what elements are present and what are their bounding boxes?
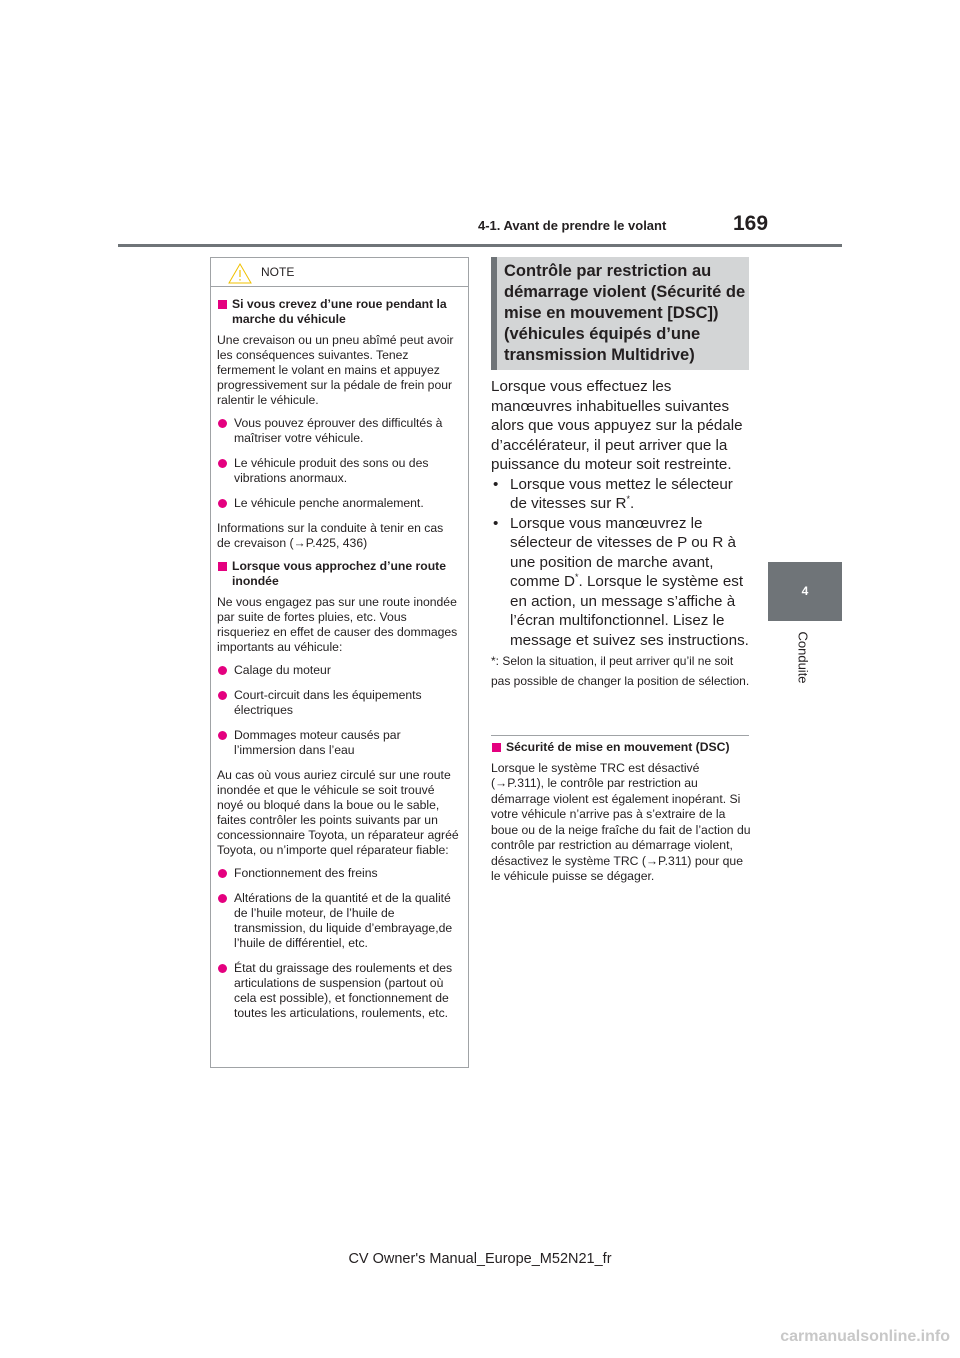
separator-rule xyxy=(491,735,749,736)
note-header xyxy=(211,258,468,287)
footnote-text: Selon la situation, il peut arriver qu’il ne soit pas possible de changer la position de sélection. xyxy=(491,654,750,688)
watermark[interactable]: carmanualsonline.info xyxy=(780,1328,950,1345)
chapter-tab[interactable] xyxy=(768,562,842,621)
note-heading-flat-tire: Si vous crevez d’une roue pendant la marche du véhicule xyxy=(217,297,460,327)
chapter-label-text: Conduite xyxy=(795,631,811,684)
note-box xyxy=(210,257,469,1068)
section-title-box xyxy=(491,257,749,370)
note-bullet: Le véhicule penche anormalement. xyxy=(217,496,460,511)
header-rule xyxy=(118,244,842,247)
subsection-heading: Sécurité de mise en mouvement (DSC) xyxy=(491,740,753,756)
footnote-mark: *: xyxy=(491,654,500,668)
list-item-text: Lorsque vous manœuvrez le sélecteur de vitesses de P ou R à une position de marche avant, comme D xyxy=(510,514,736,590)
footnote xyxy=(491,652,753,691)
section-header: 4-1. Avant de prendre le volant xyxy=(478,218,667,233)
subsection-body: Lorsque le système TRC est désactivé (→P.311), le contrôle par restriction au démarrage violent est également inopérant. Si votre véhicule n’arrive pas à s’extraire de la boue ou de la neige fraîche du fait de l’action du contrôle par restriction au démarrage violent, désactivez le système TRC (→P.311) pour que le véhicule puisse se dégager. xyxy=(491,760,751,883)
list-item-text: Lorsque vous mettez le sélecteur de vitesses sur R xyxy=(510,475,733,512)
note-bullet: Le véhicule produit des sons ou des vibrations anormaux. xyxy=(217,456,460,486)
note-bullet: État du graissage des roulements et des articulations de suspension (partout où cela est possible), et fonctionnement de toutes les articulations, roulements, etc. xyxy=(217,961,460,1021)
footer-text: CV Owner's Manual_Europe_M52N21_fr xyxy=(348,1251,612,1267)
list-item-text-cont: . Lorsque le système est en action, un message s’affiche à l’écran multifonctionnel. Lisez le message et suivez ses instructions. xyxy=(510,573,749,649)
note-bullet: Calage du moteur xyxy=(217,663,460,678)
note-title: NOTE xyxy=(261,265,295,279)
asterisk-mark: * xyxy=(574,571,579,582)
chapter-number: 4 xyxy=(801,584,809,598)
note-heading-flooded-road: Lorsque vous approchez d’une route inondée xyxy=(217,559,460,589)
note-bullet: Vous pouvez éprouver des difficultés à maîtriser votre véhicule. xyxy=(217,416,460,446)
page-number: 169 xyxy=(733,212,769,235)
note-bullet: Court-circuit dans les équipements électriques xyxy=(217,688,460,718)
note-bullet: Dommages moteur causés par l’immersion dans l’eau xyxy=(217,728,460,758)
note-paragraph: Informations sur la conduite à tenir en cas de crevaison (→P.425, 436) xyxy=(217,521,444,550)
chapter-label xyxy=(795,632,809,692)
list-item xyxy=(491,514,753,651)
note-paragraph: Ne vous engagez pas sur une route inondée par suite de fortes pluies, etc. Vous risqueriez en effet de causer des dommages importants au véhicule: xyxy=(217,595,458,654)
note-paragraph: Au cas où vous auriez circulé sur une route inondée et que le véhicule se soit trouvé noyé ou bloqué dans la boue ou le sable, faites contrôler les points suivants par un concessionnaire Toyota, un réparateur agréé Toyota, ou n’importe quel réparateur fiable: xyxy=(217,768,459,857)
note-bullet: Fonctionnement des freins xyxy=(217,866,460,881)
note-bullet: Altérations de la quantité et de la qualité de l’huile moteur, de l’huile de transmission, du liquide d’embrayage,de l’huile de différentiel, etc. xyxy=(217,891,460,951)
section-title: Contrôle par restriction au démarrage violent (Sécurité de mise en mouvement [DSC]) (véhicules équipés d’une transmission Multidrive) xyxy=(504,262,746,364)
list-item-end: . xyxy=(630,495,635,512)
title-accent-bar xyxy=(491,257,497,370)
note-body xyxy=(211,287,468,1021)
subsection xyxy=(491,740,753,885)
asterisk-mark: * xyxy=(626,493,630,504)
list-item xyxy=(491,475,753,514)
warning-triangle-icon xyxy=(228,263,252,284)
intro-paragraph: Lorsque vous effectuez les manœuvres inhabituelles suivantes alors que vous appuyez sur la pédale d’accélérateur, il peut arriver que la puissance du moteur soit restreinte. xyxy=(491,378,743,473)
note-paragraph: Une crevaison ou un pneu abîmé peut avoir les conséquences suivantes. Tenez fermement le volant en mains et appuyez progressivement sur la pédale de frein pour ralentir le véhicule. xyxy=(217,333,454,407)
section-content xyxy=(491,377,753,691)
